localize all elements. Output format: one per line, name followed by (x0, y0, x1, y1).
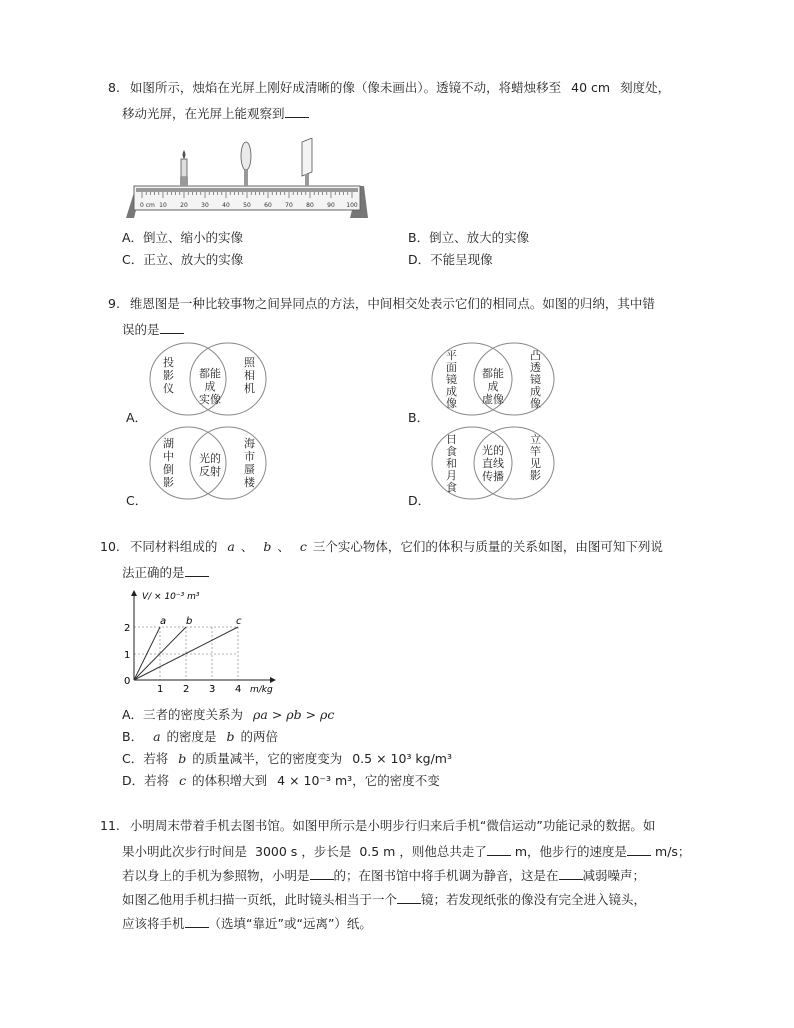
q11-l2-c: ，则他总共走了 (399, 844, 487, 859)
answer-blank-direction[interactable] (185, 913, 209, 928)
q11-text1: 小明周末带着手机去图书馆。如图甲所示是小明步行归来后手机“微信运动”功能记录的数据。如 (129, 818, 656, 833)
ruler-label: 20 (180, 202, 188, 209)
q10-d-var: c (179, 773, 187, 788)
venn-c-middle (196, 452, 224, 478)
label-a: a (160, 616, 167, 627)
ruler-label: 80 (306, 202, 314, 209)
y-axis-label: V/ × 10⁻³ m³ (142, 592, 200, 602)
answer-blank-distance[interactable] (487, 841, 511, 856)
q9-text: 维恩图是一种比较事物之间异同点的方法，中间相交处表示它们的相同点。如图的归纳，其中错 (129, 296, 655, 311)
venn-a-left: 投影仪 (163, 356, 174, 395)
ruler-label: 60 (264, 202, 272, 209)
ruler-label: 30 (201, 202, 209, 209)
x-tick-3: 3 (209, 684, 216, 695)
venn-b-middle-1: 都能成 (482, 367, 504, 393)
x-axis-arrow (270, 677, 276, 683)
q10-b-end: 的两倍 (240, 729, 279, 744)
q8-option-c[interactable]: C．正立、放大的实像 (122, 252, 244, 267)
x-tick-2: 2 (183, 684, 190, 695)
ruler-label: 50 (243, 202, 251, 209)
line-a (134, 627, 160, 680)
volume-mass-graph (120, 588, 280, 698)
q11-l2-a: 果小明此次步行时间是 (122, 844, 248, 859)
q11-line3 (122, 865, 645, 885)
q10-d-mid: 的体积增大到 (192, 773, 268, 788)
q11-l3-c: 减弱噪声； (582, 868, 646, 883)
ruler-label: 90 (327, 202, 335, 209)
q10-a-text: A．三者的密度关系为 (122, 707, 244, 722)
answer-blank[interactable] (185, 562, 209, 577)
q10-d-pre: D．若将 (122, 773, 170, 788)
q10-option-d[interactable] (122, 772, 440, 790)
q10-c-mid: 的质量减半，它的密度变为 (192, 751, 343, 766)
q10-d-val: 4 × 10⁻³ m³ (277, 773, 353, 788)
light-screen (302, 138, 312, 186)
q11-line2 (122, 841, 690, 861)
answer-blank[interactable] (285, 103, 309, 118)
answer-blank-noise[interactable] (559, 865, 583, 880)
q9-line1 (108, 295, 655, 313)
answer-blank[interactable] (160, 319, 184, 334)
venn-a-middle (196, 367, 224, 406)
q11-line5 (122, 913, 372, 933)
venn-c-right: 海市蜃楼 (244, 437, 255, 489)
q11-l2-b: ，步长是 (301, 844, 352, 859)
q8-number: 8. (108, 80, 120, 95)
q10-c-pre: C．若将 (122, 751, 169, 766)
optical-bench-figure (122, 138, 372, 222)
ruler-label: 70 (285, 202, 293, 209)
q8-text: 如图所示，烛焰在光屏上刚好成清晰的像（像未画出）。透镜不动，将蜡烛移至 (129, 80, 562, 95)
q10-b-var2: b (226, 729, 235, 744)
q10-number: 10. (100, 539, 120, 554)
venn-b-left: 平面镜成像 (446, 349, 457, 410)
ruler-label: 0 cm (140, 202, 155, 209)
venn-d-middle (479, 444, 507, 483)
venn-b-middle-2: 虚像 (482, 393, 504, 406)
q8-value: 40 cm (571, 80, 611, 95)
venn-a-middle-1: 都能成 (199, 367, 221, 393)
q11-l4-b: 镜；若发现纸张的像没有完全进入镜头， (421, 892, 647, 907)
venn-c-left: 湖中倒影 (163, 437, 174, 489)
q9-number: 9. (108, 296, 120, 311)
q10-c-val: 0.5 × 10³ kg/m³ (352, 751, 452, 766)
q8-text2: 移动光屏，在光屏上能观察到 (122, 106, 285, 121)
q10-b-label: B． (122, 729, 144, 744)
x-tick-4: 4 (235, 684, 242, 695)
venn-c-middle-1: 光的 (199, 452, 221, 465)
q9-option-a[interactable]: A． (126, 410, 148, 425)
q10-b-mid: 的密度是 (166, 729, 217, 744)
ruler-label: 40 (222, 202, 230, 209)
venn-b-middle (479, 367, 507, 406)
venn-c-middle-2: 反射 (199, 465, 221, 478)
venn-d-right: 立竿见影 (530, 433, 541, 482)
candle (180, 150, 188, 186)
q8-line1 (108, 79, 670, 97)
q10-line2 (122, 562, 209, 582)
x-tick-1: 1 (157, 684, 164, 695)
x-axis-label: m/kg (250, 685, 273, 695)
q10-option-a[interactable] (122, 706, 334, 724)
answer-blank-lens[interactable] (397, 889, 421, 904)
ruler-label: 100 (346, 202, 358, 209)
q11-l5-b: （选填“靠近”或“远离”）纸。 (208, 916, 372, 931)
q10-text-a: 不同材料组成的 (129, 539, 218, 554)
var-b: b (263, 539, 272, 554)
venn-d-middle-1: 光的 (482, 444, 504, 457)
venn-b-right: 凸透镜成像 (530, 349, 541, 410)
q11-l2-d: m，他步行的速度是 (514, 844, 628, 859)
q11-number: 11. (100, 818, 120, 833)
sep-2: 、 (277, 539, 290, 554)
q8-option-b[interactable]: B．倒立、放大的实像 (408, 230, 530, 245)
q10-text2: 法正确的是 (122, 565, 185, 580)
y-tick-2: 2 (124, 623, 131, 634)
venn-d-left: 日食和月食 (446, 433, 457, 494)
y-tick-1: 1 (124, 650, 131, 661)
q10-c-var: b (178, 751, 187, 766)
venn-a-right: 照相机 (244, 356, 255, 395)
q11-step: 0.5 m (359, 844, 396, 859)
y-axis-arrow (131, 590, 137, 596)
q11-l2-e: m/s； (655, 844, 691, 859)
q11-l4-a: 如图乙他用手机扫描一页纸，此时镜头相当于一个 (122, 892, 398, 907)
q10-option-c[interactable] (122, 750, 452, 768)
q9-option-c[interactable]: C． (126, 493, 148, 508)
q9-line2 (122, 319, 184, 339)
q11-l3-b: 的；在图书馆中将手机调为静音，这是在 (333, 868, 559, 883)
origin-label: 0 (124, 676, 131, 687)
q10-option-b[interactable] (122, 728, 278, 746)
convex-lens (241, 142, 251, 186)
sep-1: 、 (240, 539, 254, 554)
q9-text2: 误的是 (122, 322, 160, 337)
venn-a-middle-2: 实像 (199, 393, 221, 406)
q9-option-b[interactable]: B． (408, 410, 430, 425)
venn-d-middle-2: 直线 (482, 457, 504, 470)
q8-line2 (122, 103, 309, 123)
q10-text-b: 三个实心物体，它们的体积与质量的关系如图，由图可知下列说 (312, 539, 663, 554)
q11-line1 (100, 817, 655, 835)
q11-l5-a: 应该将手机 (122, 916, 185, 931)
label-c: c (236, 616, 242, 627)
q11-time: 3000 s (255, 844, 298, 859)
q10-a-formula: ρa > ρb > ρc (253, 707, 335, 722)
q10-line1 (100, 538, 663, 556)
var-a: a (227, 539, 235, 554)
bench-rail-top (136, 188, 358, 192)
q8-option-a[interactable]: A．倒立、缩小的实像 (122, 230, 244, 245)
q8-option-d[interactable]: D．不能呈现像 (408, 252, 493, 267)
q10-d-end: ，它的密度不变 (352, 773, 440, 788)
ruler-label: 10 (159, 202, 167, 209)
q11-line4 (122, 889, 646, 909)
q11-l3-a: 若以身上的手机为参照物，小明是 (122, 868, 310, 883)
q8-text-end: 刻度处， (620, 80, 671, 95)
var-c: c (299, 539, 307, 554)
label-b: b (186, 616, 193, 627)
answer-blank-motion[interactable] (310, 865, 334, 880)
answer-blank-speed[interactable] (627, 841, 651, 856)
q9-option-d[interactable]: D． (408, 493, 431, 508)
venn-d-middle-3: 传播 (482, 470, 504, 483)
q10-b-var1: a (153, 729, 161, 744)
